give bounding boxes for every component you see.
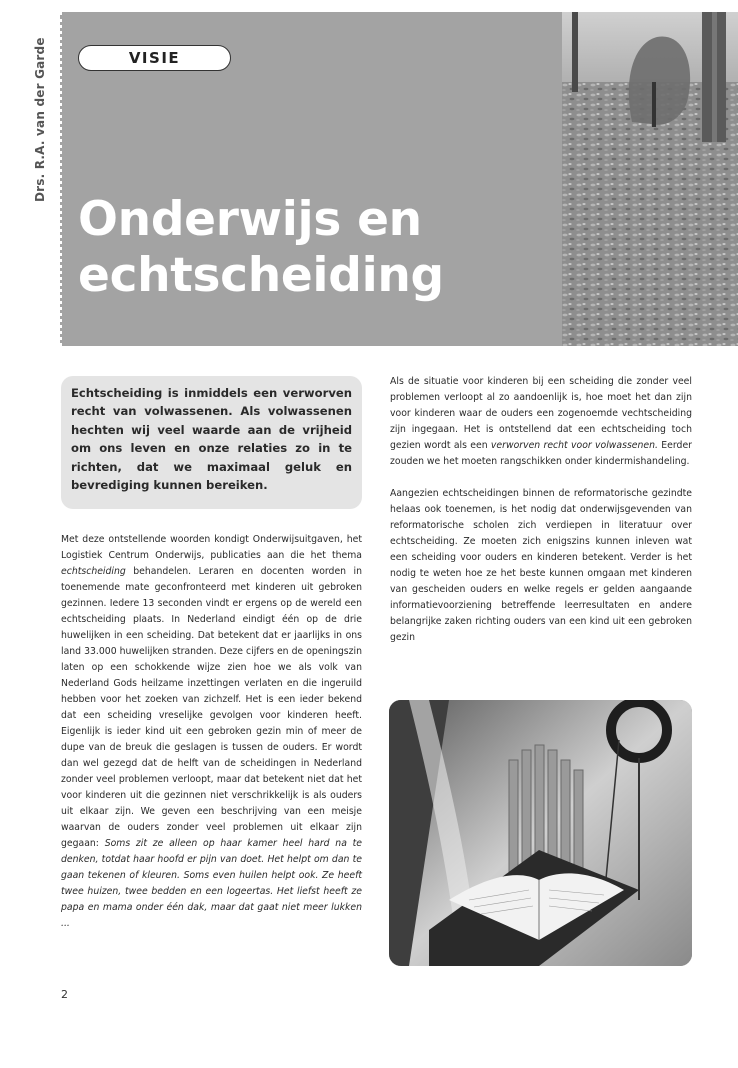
- article-column-left: [61, 532, 362, 932]
- emphasis-text: echtscheiding: [61, 566, 126, 577]
- article-column-right: [390, 374, 692, 646]
- paragraph-text: Als de situatie voor kinderen bij een scheiding die zonder veel problemen verloopt al zo aandoenlijk is, hoe moet het dan zijn voor kinderen waar de ouders een zogenoemde vechtscheiding zijn ingegaan. Het is ontstellend dat een echtscheiding toch gezien wordt als een: [390, 376, 692, 451]
- paragraph-text: Eerder zouden we het moeten rangschikken onder kindermishandeling.: [390, 440, 692, 467]
- author-name: Drs. R.A. van der Garde: [33, 37, 47, 202]
- intro-box: Echtscheiding is inmiddels een verworven recht van volwassenen. Als volwassenen hechten wij veel waarde aan de vrijheid om ons leven en onze relaties zo in te richten, dat we maximaal geluk en bevrediging kunnen bereiken.: [61, 376, 362, 509]
- section-label: VISIE: [78, 45, 231, 71]
- dotted-divider: [59, 12, 62, 346]
- title-line-1: Onderwijs en: [78, 192, 422, 247]
- paragraph: [390, 374, 692, 470]
- paragraph-text: behandelen. Leraren en docenten worden in toenemende mate geconfronteerd met kinderen uit gebroken gezinnen. Iedere 13 seconden vindt er ergens op de wereld een echtscheiding plaats. In Nederland eindigt één op de drie huwelijken in een scheiding. Dat betekent dat er jaarlijks in ons land 33.000 huwelijken stranden. Deze cijfers en de openingszin laten op een schokkende wijze zien hoe we als volk van Nederland Gods heilzame inzettingen verlaten en die ingeruild hebben voor het zoeken van zichzelf. Het is een ieder bekend dat een scheiding vreselijke gevolgen voor kinderen heeft. Eigenlijk is ieder kind uit een gebroken gezin min of meer de dupe van de breuk die geslagen is tussen de ouders. Er wordt dan wel gezegd dat de helft van de scheidingen in Nederland zonder veel problemen verloopt, maar dat betekent niet dat het voor kinderen uit die gezinnen niet verschrikkelijk is als ouders uit elkaar zijn. We geven een beschrijving van een meisje waarvan de ouders zonder veel problemen uit elkaar zijn gegaan:: [61, 566, 362, 849]
- title-line-2: echtscheiding: [78, 248, 444, 303]
- paragraph-text: Met deze ontstellende woorden kondigt Onderwijsuitgaven, het Logistiek Centrum Onderwijs, publicaties aan die het thema: [61, 534, 362, 561]
- forest-photo: [562, 12, 738, 346]
- page-number: 2: [61, 988, 68, 1001]
- header-banner: [0, 12, 738, 346]
- emphasis-text: verworven recht voor volwassenen.: [490, 440, 658, 451]
- church-bible-photo: [389, 700, 692, 966]
- paragraph: Aangezien echtscheidingen binnen de reformatorische gezindte helaas ook toenemen, is het nodig dat onderwijsgevenden van reformatorische scholen zich verdiepen in literatuur over echtscheiding. Ze moeten zich enigszins kunnen inleven wat een scheiding voor ouders en kinderen betekent. Verder is het nodig te weten hoe ze het beste kunnen omgaan met kinderen van gescheiden ouders en welke regels er gelden aangaande informatievoorziening betreffende leerresultaten en andere belangrijke zaken richting ouders van een kind uit een gebroken gezin: [390, 488, 692, 643]
- author-strip: [0, 12, 60, 346]
- article-title: [78, 192, 558, 304]
- paragraph: [61, 532, 362, 932]
- bible-organ-illustration: [389, 700, 692, 966]
- quote-text: Soms zit ze alleen op haar kamer heel hard na te denken, totdat haar hoofd er pijn van doet. Het helpt om dan te gaan tekenen of kleuren. Soms even huilen helpt ook. Ze heeft twee huizen, twee bedden en een logeertas. Het liefst heeft ze papa en mama onder één dak, maar dat gaat niet meer lukken ...: [61, 838, 362, 929]
- forest-illustration: [562, 12, 738, 346]
